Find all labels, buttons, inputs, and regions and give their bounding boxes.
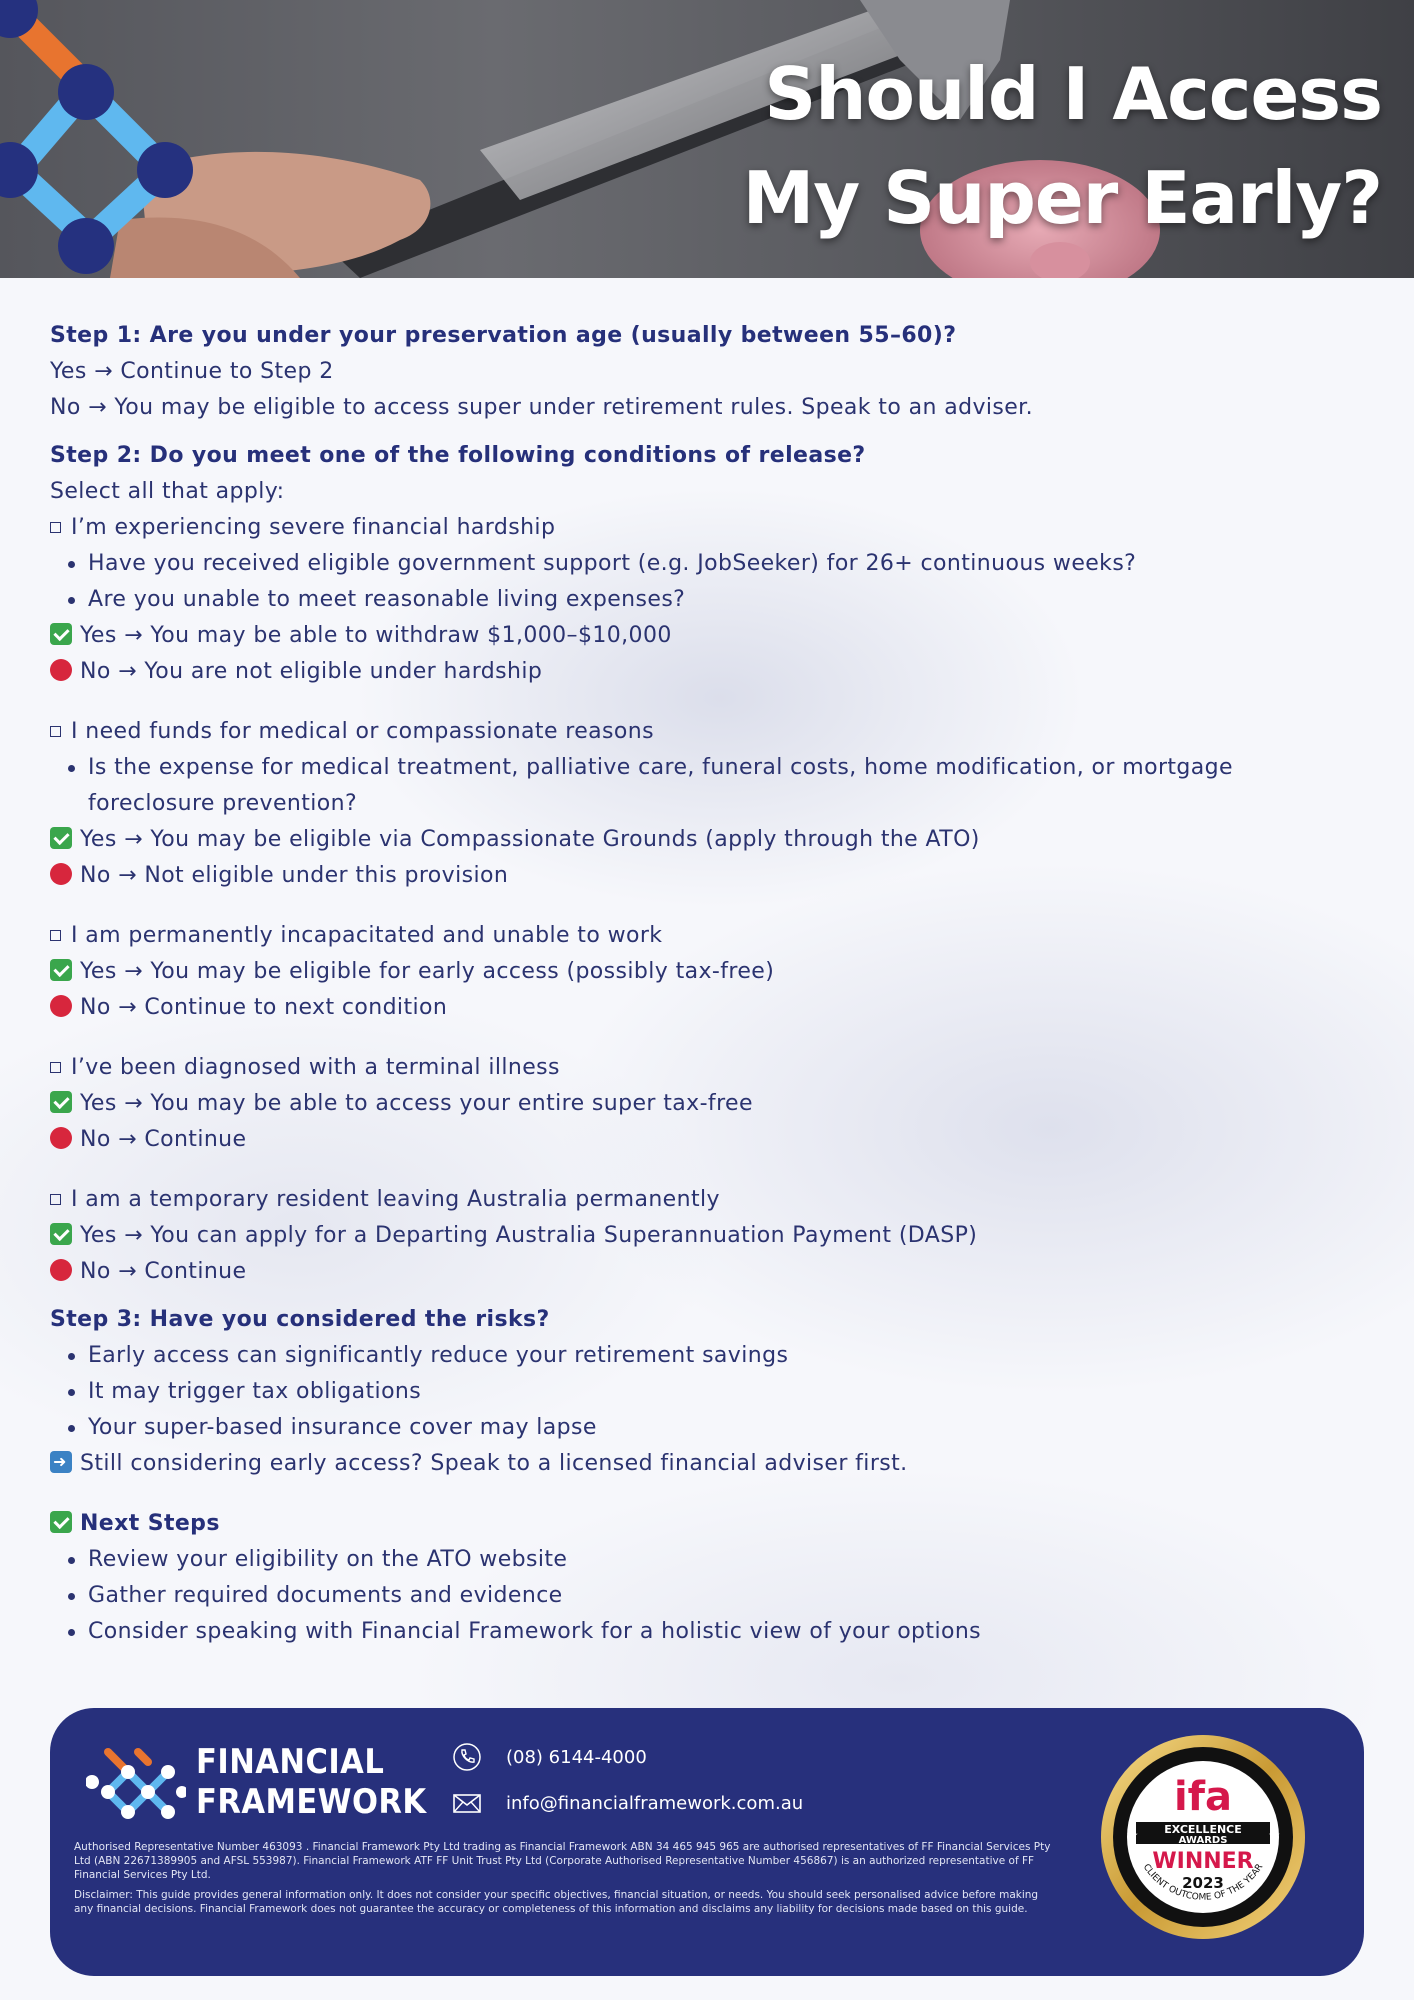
list-item: Review your eligibility on the ATO website: [88, 1542, 1370, 1578]
answer-text: No → Continue: [80, 1259, 247, 1284]
email-row[interactable]: [452, 1788, 803, 1818]
answer-text: No → Continue: [80, 1127, 247, 1152]
ifa-award-badge-icon: [1096, 1730, 1310, 1944]
check-mark-icon: [50, 1511, 72, 1533]
terminal-yes: [50, 1086, 1370, 1122]
condition-label: I’ve been diagnosed with a terminal illness: [71, 1055, 560, 1080]
list-item: Early access can significantly reduce your retirement savings: [88, 1338, 1370, 1374]
condition-label: I’m experiencing severe financial hardship: [71, 515, 556, 540]
check-mark-icon: [50, 623, 72, 645]
phone-row[interactable]: [452, 1742, 647, 1772]
check-mark-icon: [50, 1091, 72, 1113]
incapacity-yes: [50, 954, 1370, 990]
hardship-no: [50, 654, 1370, 690]
answer-text: Yes → You may be eligible via Compassionate Grounds (apply through the ATO): [80, 827, 980, 852]
list-item: Have you received eligible government support (e.g. JobSeeker) for 26+ continuous weeks?: [88, 546, 1370, 582]
answer-text: No → Not eligible under this provision: [80, 863, 509, 888]
medical-yes: [50, 822, 1370, 858]
check-mark-icon: [50, 959, 72, 981]
answer-text: No → You are not eligible under hardship: [80, 659, 543, 684]
note-text: Still considering early access? Speak to a licensed financial adviser first.: [80, 1451, 908, 1476]
star-icon: ★: [1268, 1828, 1281, 1844]
checkbox-icon[interactable]: [50, 726, 61, 737]
legal-text: [74, 1840, 1054, 1916]
badge-winner: WINNER: [1152, 1849, 1254, 1874]
risks-bullets: [50, 1338, 1370, 1446]
medical-bullets: [50, 750, 1370, 822]
mail-icon: [452, 1788, 482, 1818]
list-item: Are you unable to meet reasonable living expenses?: [88, 582, 1370, 618]
step3-heading: Step 3: Have you considered the risks?: [50, 1307, 550, 1332]
title-line-2: My Super Early?: [742, 156, 1382, 240]
phone-icon: [452, 1742, 482, 1772]
header-banner: [0, 0, 1414, 278]
stop-sign-icon: [50, 1127, 72, 1149]
next-steps-bullets: [50, 1542, 1370, 1650]
check-mark-icon: [50, 827, 72, 849]
list-item: Consider speaking with Financial Framework for a holistic view of your options: [88, 1614, 1370, 1650]
answer-text: Yes → You may be eligible for early access (possibly tax-free): [80, 959, 775, 984]
condition-label: I am permanently incapacitated and unable to work: [71, 923, 663, 948]
heading-text: Next Steps: [80, 1511, 220, 1536]
authorised-representative-notice: Authorised Representative Number 463093 . Financial Framework Pty Ltd trading as Financial Framework ABN 34 465 945 965 are authorised representatives of FF Financial Services Pty Ltd (ABN 22671389905 and AFSL 553987). Financial Framework ATF FF Unit Trust Pty Ltd (Corporate Authorised Representative Number 456867) is an authorized representative of FF Financial Services Pty Ltd.: [74, 1841, 1051, 1881]
disclaimer: Disclaimer: This guide provides general information only. It does not consider your specific objectives, financial situation, or needs. You should seek personalised advice before making any financial decisions. Financial Framework does not guarantee the accuracy or completeness of this information and disclaims any liability for decisions made based on this guide.: [74, 1889, 1039, 1915]
brand-line-2: FRAMEWORK: [196, 1782, 427, 1822]
badge-line-2: AWARDS: [1178, 1835, 1228, 1846]
badge-logo: ifa: [1173, 1774, 1233, 1820]
checkbox-icon[interactable]: [50, 1194, 61, 1205]
step2-heading: Step 2: Do you meet one of the following conditions of release?: [50, 443, 866, 468]
email-address[interactable]: info@financialframework.com.au: [506, 1792, 804, 1814]
step3-note: [50, 1446, 1370, 1482]
answer-text: Yes → You may be able to access your entire super tax-free: [80, 1091, 753, 1116]
star-icon: ★: [1126, 1828, 1139, 1844]
hardship-yes: [50, 618, 1370, 654]
badge-year: 2023: [1182, 1874, 1224, 1892]
condition-medical: [50, 714, 1370, 750]
financial-framework-logo-icon: [86, 1742, 186, 1822]
list-item: It may trigger tax obligations: [88, 1374, 1370, 1410]
checkbox-icon[interactable]: [50, 522, 61, 533]
condition-label: I am a temporary resident leaving Australia permanently: [71, 1187, 720, 1212]
step1-no: No → You may be eligible to access super under retirement rules. Speak to an adviser.: [50, 395, 1033, 420]
phone-number[interactable]: (08) 6144-4000: [506, 1746, 647, 1768]
footer: [50, 1708, 1364, 1976]
condition-incapacity: [50, 918, 1370, 954]
next-steps-heading: [50, 1506, 1370, 1542]
step1-yes: Yes → Continue to Step 2: [50, 359, 334, 384]
resident-no: [50, 1254, 1370, 1290]
right-arrow-icon: [50, 1451, 72, 1473]
resident-yes: [50, 1218, 1370, 1254]
answer-text: Yes → You can apply for a Departing Australia Superannuation Payment (DASP): [80, 1223, 978, 1248]
step2-intro: Select all that apply:: [50, 479, 285, 504]
condition-terminal: [50, 1050, 1370, 1086]
brand-name: [196, 1742, 427, 1822]
stop-sign-icon: [50, 995, 72, 1017]
stop-sign-icon: [50, 1259, 72, 1281]
condition-hardship: [50, 510, 1370, 546]
main-content: [50, 318, 1370, 1650]
title-line-1: Should I Access: [764, 52, 1382, 136]
medical-no: [50, 858, 1370, 894]
step1-heading: Step 1: Are you under your preservation age (usually between 55–60)?: [50, 323, 957, 348]
badge-ring-path-text: CLIENT OUTCOME OF THE YEAR: [1140, 1862, 1266, 1903]
answer-text: Yes → You may be able to withdraw $1,000–$10,000: [80, 623, 672, 648]
stop-sign-icon: [50, 659, 72, 681]
terminal-no: [50, 1122, 1370, 1158]
check-mark-icon: [50, 1223, 72, 1245]
answer-text: No → Continue to next condition: [80, 995, 448, 1020]
checkbox-icon[interactable]: [50, 930, 61, 941]
hardship-bullets: [50, 546, 1370, 618]
badge-line-1: EXCELLENCE: [1164, 1823, 1242, 1836]
brand-line-1: FINANCIAL: [196, 1742, 385, 1782]
list-item: Gather required documents and evidence: [88, 1578, 1370, 1614]
condition-label: I need funds for medical or compassionate reasons: [71, 719, 654, 744]
page-title: [743, 42, 1382, 250]
list-item: Is the expense for medical treatment, palliative care, funeral costs, home modification, or mortgage foreclosure prevention?: [88, 750, 1328, 822]
list-item: Your super-based insurance cover may lapse: [88, 1410, 1370, 1446]
checkbox-icon[interactable]: [50, 1062, 61, 1073]
stop-sign-icon: [50, 863, 72, 885]
incapacity-no: [50, 990, 1370, 1026]
condition-resident: [50, 1182, 1370, 1218]
